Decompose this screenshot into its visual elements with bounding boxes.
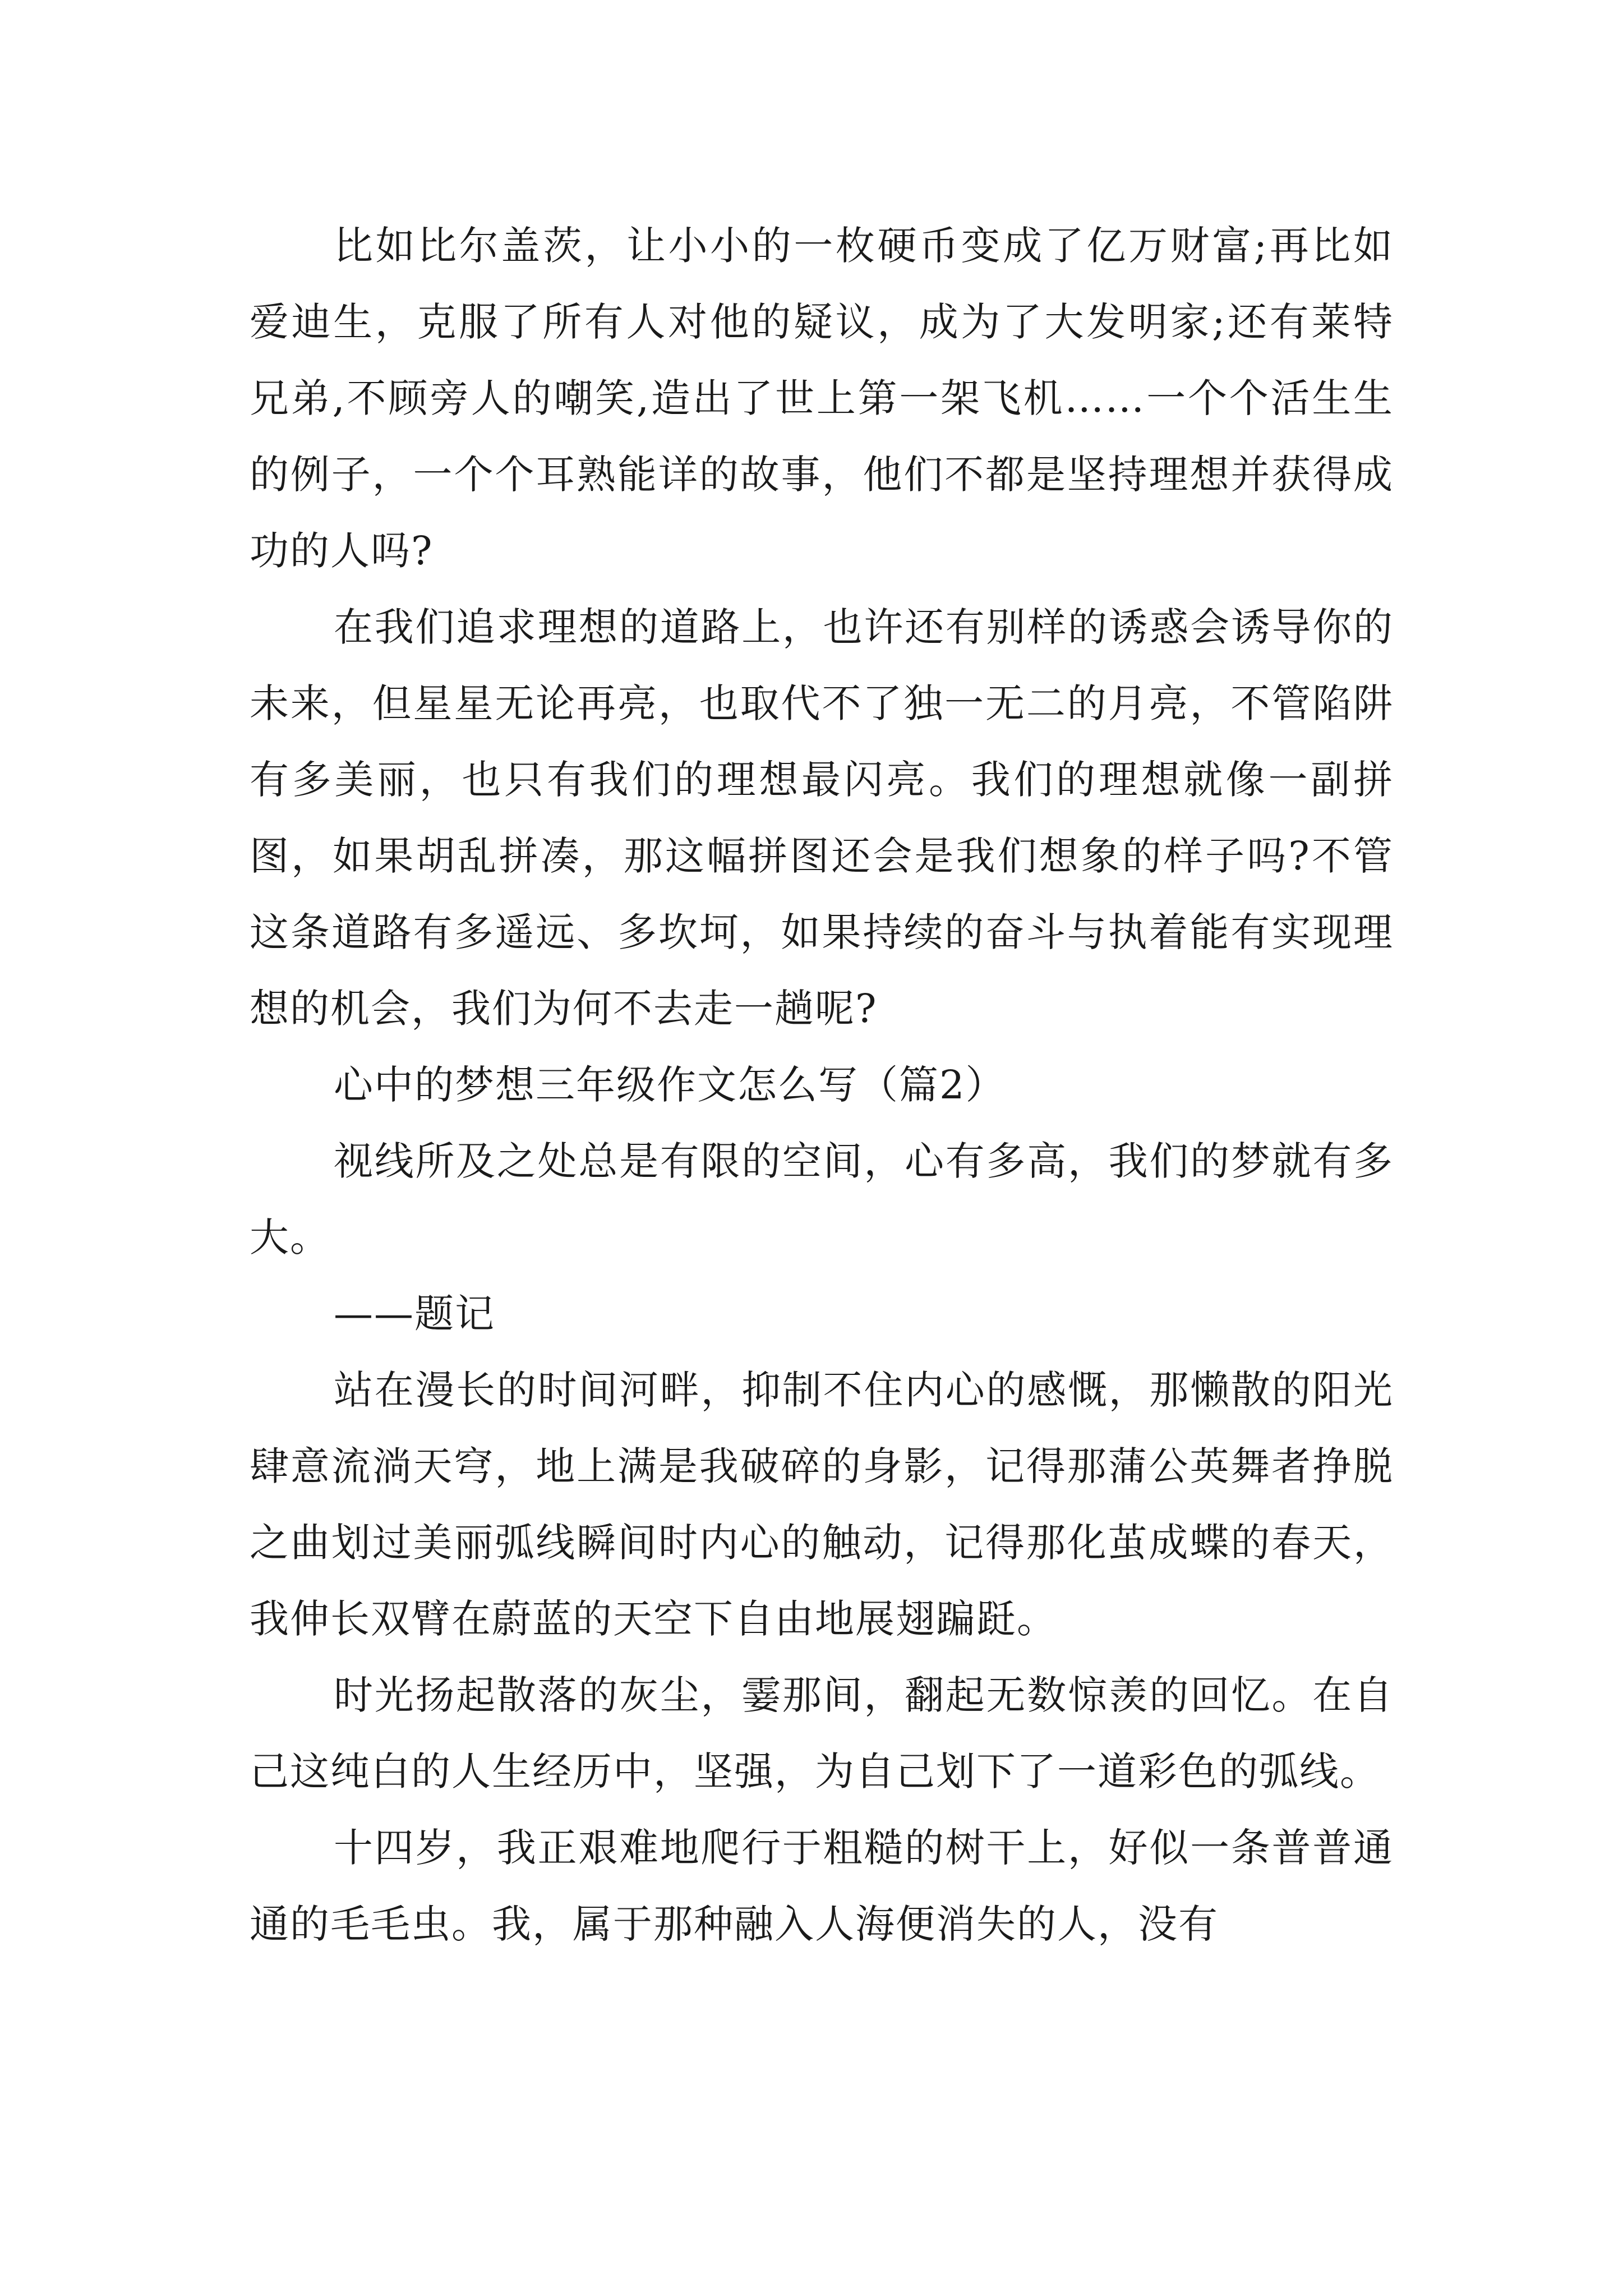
epigraph-attribution: ——题记 — [334, 1291, 495, 1337]
section-heading: 心中的梦想三年级作文怎么写（篇2） — [334, 1062, 1006, 1108]
paragraph-3: 站在漫长的时间河畔，抑制不住内心的感慨，那懒散的阳光肆意流淌天穹，地上满是我破碎的身影，记得那蒲公英舞者挣脱之曲划过美丽弧线瞬间时内心的触动，记得那化茧成蝶的春天，我伸长双臂在蔚蓝的天空下自由地展翅蹁跹。 — [250, 1367, 1394, 1642]
paragraph-2: 在我们追求理想的道路上，也许还有别样的诱惑会诱导你的未来，但星星无论再亮，也取代不了独一无二的月亮，不管陷阱有多美丽，也只有我们的理想最闪亮。我们的理想就像一副拼图，如果胡乱拼凑，那这幅拼图还会是我们想象的样子吗?不管这条道路有多遥远、多坎坷，如果持续的奋斗与执着能有实现理想的机会，我们为何不去走一趟呢? — [250, 604, 1394, 1032]
paragraph-4: 时光扬起散落的灰尘，霎那间，翻起无数惊羡的回忆。在自己这纯白的人生经历中，坚强，为自己划下了一道彩色的弧线。 — [250, 1672, 1394, 1795]
paragraph-epigraph: 视线所及之处总是有限的空间，心有多高，我们的梦就有多大。 — [250, 1138, 1394, 1260]
paragraph-5: 十四岁，我正艰难地爬行于粗糙的树干上，好似一条普普通通的毛毛虫。我，属于那种融入人海便消失的人，没有 — [250, 1825, 1394, 1947]
paragraph-1: 比如比尔盖茨，让小小的一枚硬币变成了亿万财富;再比如爱迪生，克服了所有人对他的疑议，成为了大发明家;还有莱特兄弟,不顾旁人的嘲笑,造出了世上第一架飞机……一个个活生生的例子，一个个耳熟能详的故事，他们不都是坚持理想并获得成功的人吗? — [250, 223, 1394, 574]
document-body — [250, 208, 1394, 1962]
